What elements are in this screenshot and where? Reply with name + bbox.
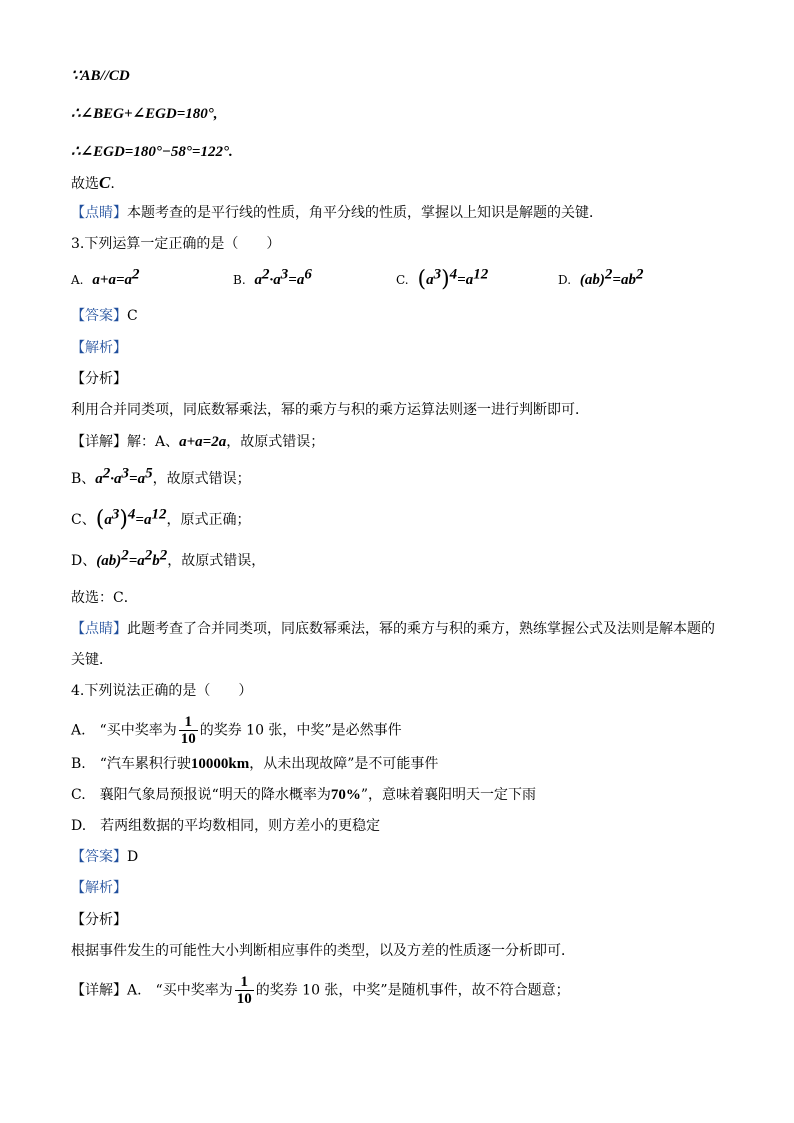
fraction-one-tenth: $\frac{1}{10}$: [180, 714, 196, 747]
question-4-stem: 4.下列说法正确的是（ ）: [71, 683, 253, 699]
question-4-option-c: C. 襄阳气象局预报说“明天的降水概率为70%”，意味着襄阳明天一定下雨: [71, 787, 536, 803]
comment-3: 【点睛】此题考查了合并同类项，同底数幂乘法，幂的乘方与积的乘方，熟练掌握公式及法则是解本题的: [71, 621, 715, 637]
option-a: A. $a+a=a^2$: [71, 266, 140, 288]
proof-line-parallel: ∵AB//CD: [71, 68, 130, 84]
comment-3-cont: 关键．: [71, 652, 113, 668]
detail-c-3: C、$(a^3)^4=a^{12}$，原式正确；: [71, 506, 251, 532]
choice-3: 故选：C．: [71, 590, 138, 606]
fenxi-text-3: 利用合并同类项，同底数幂乘法，幂的乘方与积的乘方运算法则逐一进行判断即可．: [71, 402, 589, 418]
question-3-stem: 3.下列运算一定正确的是（ ）: [71, 236, 281, 252]
detail-b-3: B、$a^2\cdot a^3=a^5$，故原式错误；: [71, 465, 251, 487]
answer-4: 【答案】D: [71, 849, 139, 865]
question-4-option-d: D. 若两组数据的平均数相同，则方差小的更稳定: [71, 818, 381, 834]
option-b: B. $a^2\cdot a^3=a^6$: [233, 266, 312, 288]
detail-a-4: 【详解】A. “买中奖率为 $\frac{1}{10}$ 的奖券 10 张，中奖”是随机事件，故不符合题意；: [71, 974, 570, 1007]
answer-3: 【答案】C: [71, 308, 138, 324]
question-4-option-a: A. “买中奖率为 $\frac{1}{10}$ 的奖券 10 张，中奖”是必然事件: [71, 714, 402, 747]
proof-line-angle-sum: ∴∠BEG+∠EGD=180°,: [71, 106, 218, 122]
fenxi-heading-3: 【分析】: [71, 371, 127, 387]
analysis-heading-3: 【解析】: [71, 340, 127, 356]
detail-a-3: 【详解】解：A、a+a=2a，故原式错误；: [71, 434, 325, 450]
analysis-heading-4: 【解析】: [71, 880, 127, 896]
fraction-one-tenth: $\frac{1}{10}$: [236, 974, 252, 1007]
fenxi-heading-4: 【分析】: [71, 912, 127, 928]
question-4-option-b: B. “汽车累积行驶10000km，从未出现故障”是不可能事件: [71, 756, 439, 772]
choice-line: 故选C.: [71, 173, 115, 192]
fenxi-text-4: 根据事件发生的可能性大小判断相应事件的类型，以及方差的性质逐一分析即可．: [71, 943, 575, 959]
question-3-options: [71, 266, 731, 292]
detail-d-3: D、$(ab)^2=a^2b^2$，故原式错误，: [71, 547, 266, 569]
option-c: C. $(a^3)^4=a^{12}$: [396, 266, 489, 292]
option-d: D. $(ab)^2=ab^2$: [558, 266, 644, 288]
comment-line: 【点睛】本题考查的是平行线的性质，角平分线的性质，掌握以上知识是解题的关键．: [71, 205, 603, 221]
proof-line-angle-result: ∴∠EGD=180°−58°=122°.: [71, 144, 233, 160]
